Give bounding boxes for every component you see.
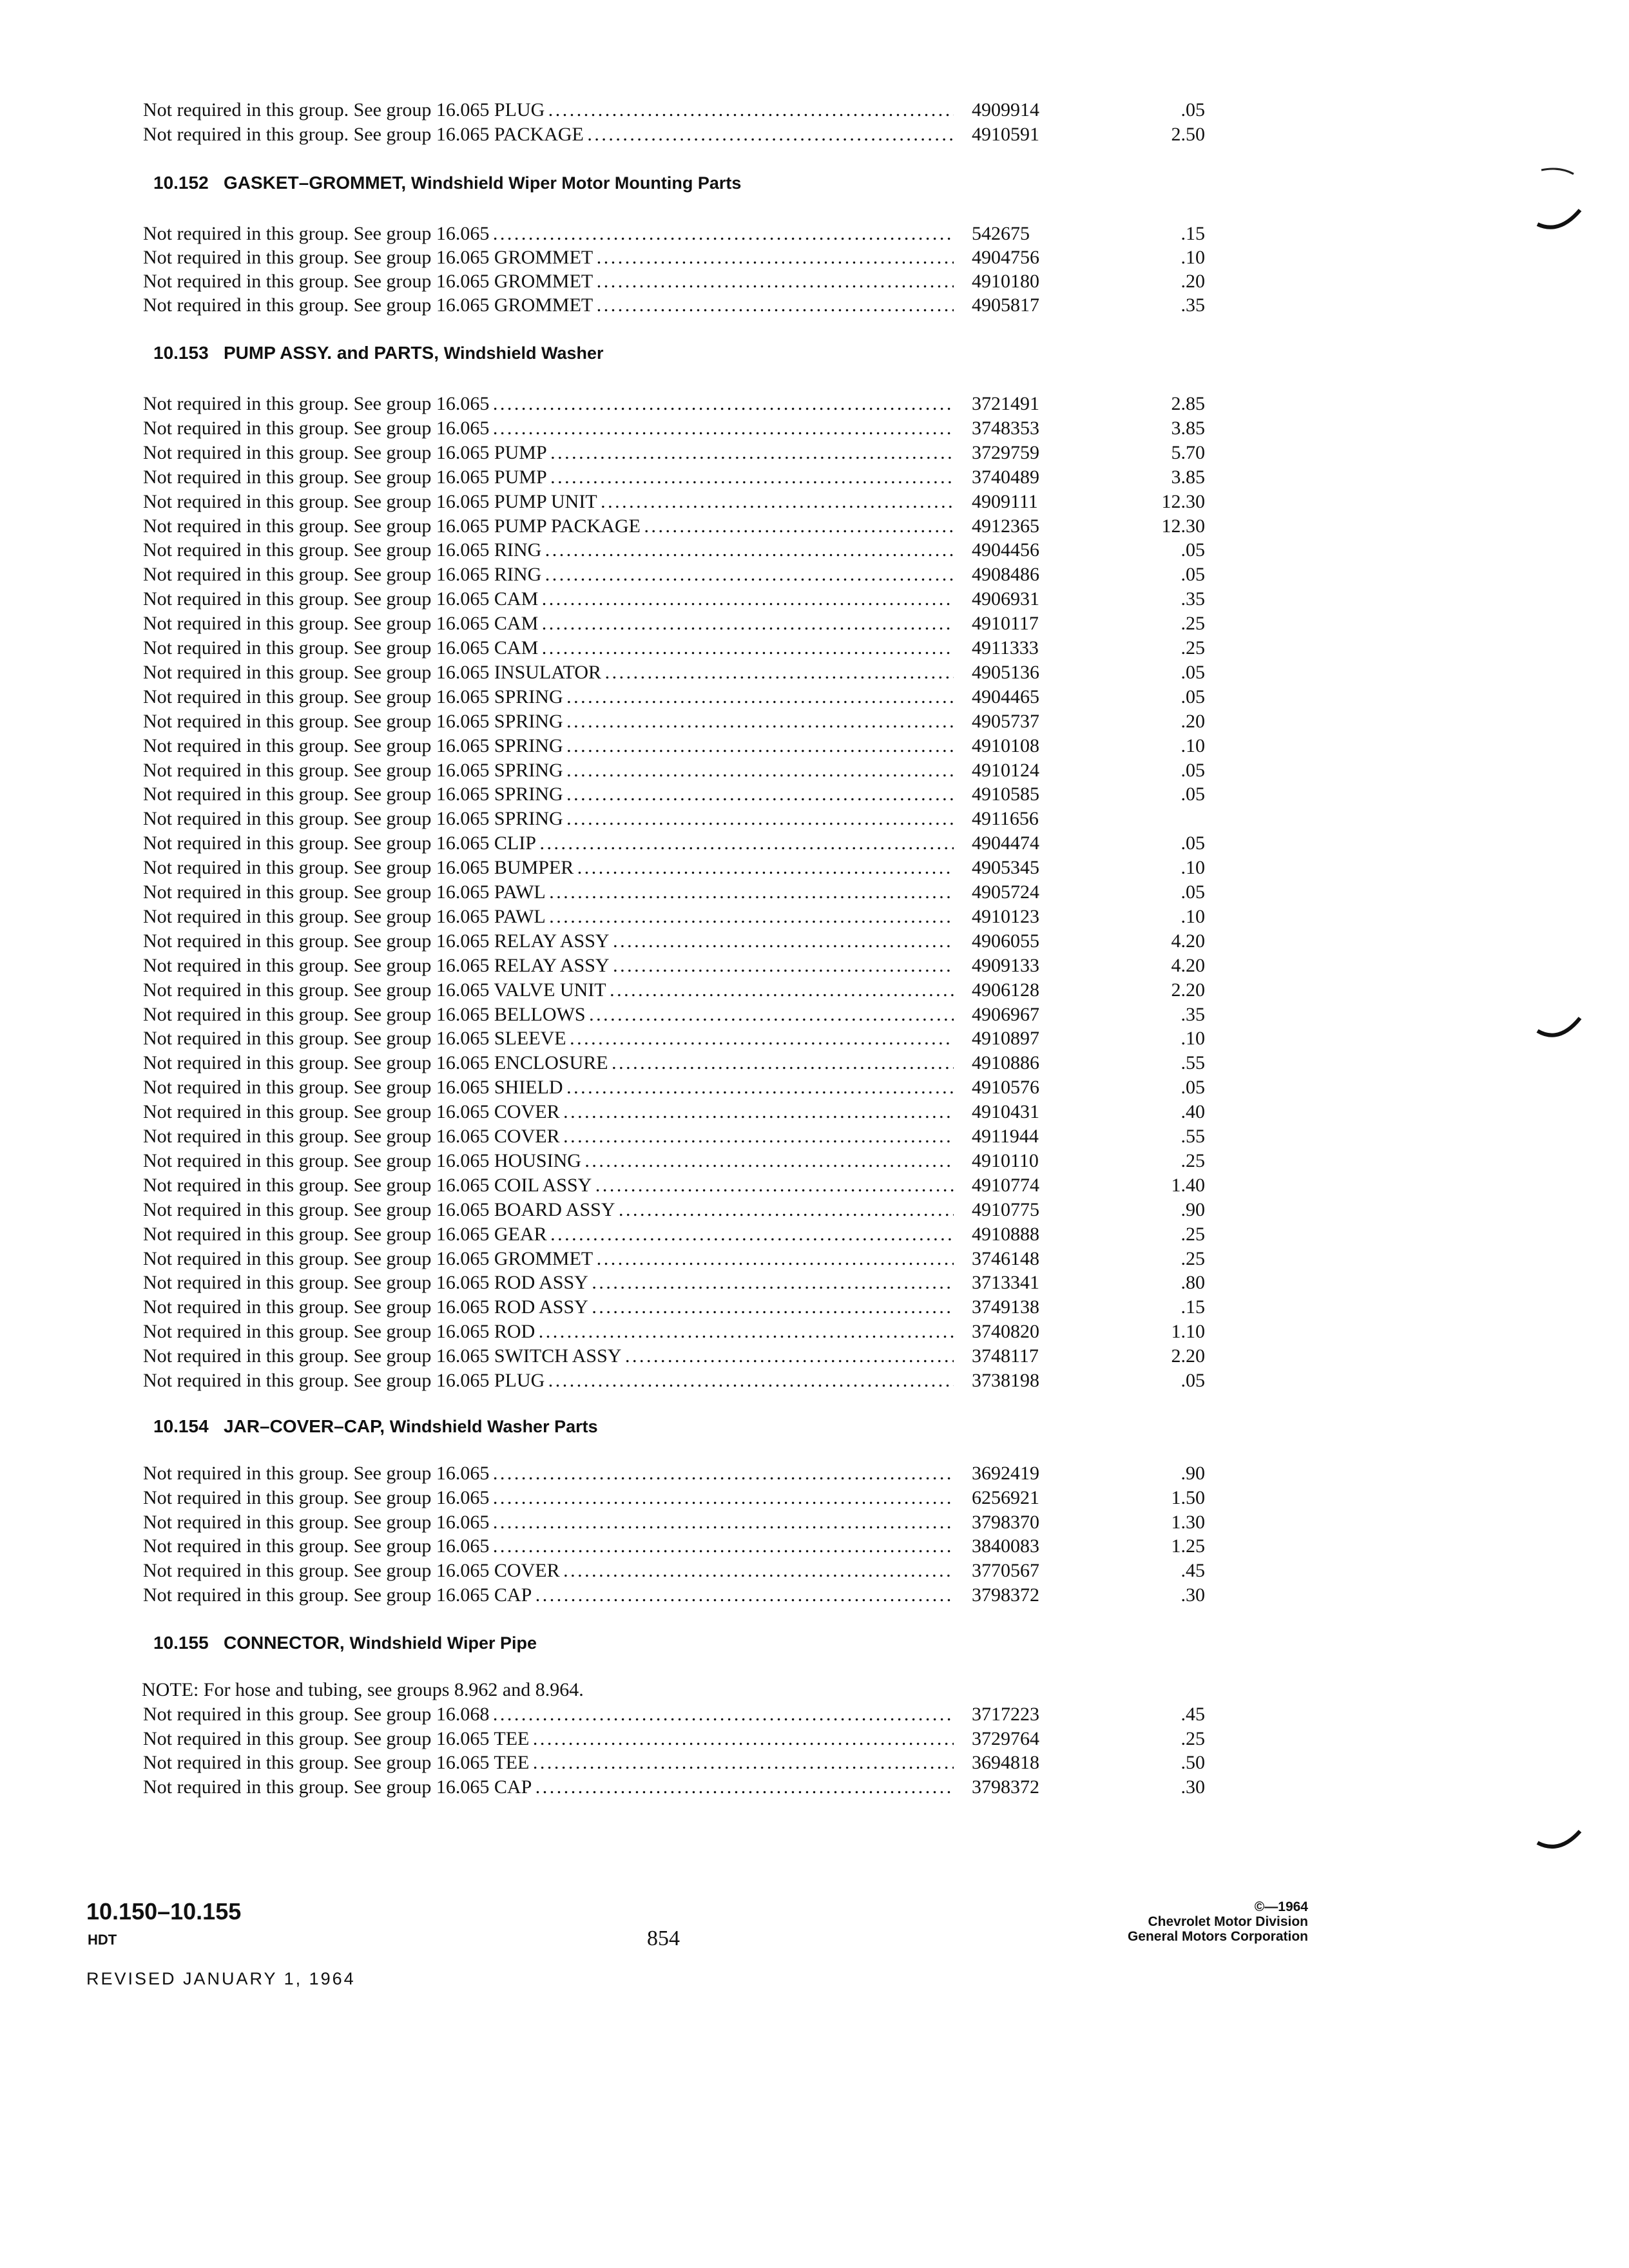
- table-row: [0, 856, 1629, 880]
- row-price: .10: [1181, 1028, 1205, 1050]
- row-description: Not required in this group. See group 16.065 PLUG . . .: [143, 98, 954, 122]
- row-price: .25: [1181, 1223, 1205, 1245]
- row-part-number: 3721491: [972, 393, 1039, 414]
- row-price: .35: [1181, 1003, 1205, 1025]
- table-row: [0, 1295, 1629, 1320]
- row-price: 2.85: [1171, 393, 1205, 414]
- table-row: [0, 709, 1629, 734]
- group-subtitle: Windshield Wiper Motor Mounting Parts: [410, 173, 742, 193]
- table-row: [0, 978, 1629, 1003]
- table-row: [0, 1198, 1629, 1222]
- row-description: Not required in this group. See group 16.065 GEAR . . .: [143, 1222, 954, 1247]
- row-price: 5.70: [1171, 441, 1205, 463]
- row-price: .45: [1181, 1560, 1205, 1582]
- group-heading-10-154: [153, 1416, 598, 1437]
- row-price: .05: [1181, 661, 1205, 683]
- row-description: Not required in this group. See group 16.065 CAP . . .: [143, 1775, 954, 1800]
- table-row: [0, 1026, 1629, 1051]
- row-price: .90: [1181, 1198, 1205, 1220]
- row-description: Not required in this group. See group 16.065 SPRING . . .: [143, 782, 954, 807]
- table-row: [0, 1149, 1629, 1173]
- table-row: [0, 1775, 1629, 1800]
- row-description: Not required in this group. See group 16.065 . . .: [143, 1461, 954, 1486]
- row-price: .05: [1181, 539, 1205, 561]
- table-row: [0, 1320, 1629, 1344]
- group-code: 10.152: [153, 173, 209, 193]
- row-description: Not required in this group. See group 16.065 TEE . . .: [143, 1751, 954, 1775]
- row-price: .35: [1181, 294, 1205, 316]
- row-part-number: 3713341: [972, 1272, 1039, 1294]
- row-price: .90: [1181, 1463, 1205, 1484]
- table-row: [0, 1369, 1629, 1393]
- row-description: Not required in this group. See group 16.065 . . .: [143, 392, 954, 416]
- table-row: [0, 1702, 1629, 1727]
- row-description: Not required in this group. See group 16.065 SPRING . . .: [143, 734, 954, 758]
- table-row: [0, 1486, 1629, 1510]
- group-subtitle: Windshield Washer: [443, 343, 604, 363]
- row-description: Not required in this group. See group 16.065 BOARD ASSY . . .: [143, 1198, 954, 1222]
- row-price: 3.85: [1171, 466, 1205, 488]
- row-price: .05: [1181, 564, 1205, 586]
- row-part-number: 4910591: [972, 124, 1039, 145]
- table-row: [0, 636, 1629, 660]
- row-price: .20: [1181, 271, 1205, 292]
- table-row: [0, 416, 1629, 441]
- row-description: Not required in this group. See group 16.065 PAWL . . .: [143, 905, 954, 929]
- row-part-number: 4910123: [972, 905, 1039, 927]
- table-row: [0, 1003, 1629, 1027]
- row-price: .25: [1181, 1149, 1205, 1171]
- table-row: [0, 954, 1629, 978]
- row-description: Not required in this group. See group 16.065 PUMP . . .: [143, 441, 954, 465]
- row-price: .10: [1181, 735, 1205, 756]
- row-part-number: 4905724: [972, 881, 1039, 903]
- row-description: Not required in this group. See group 16.065 COIL ASSY . . .: [143, 1173, 954, 1198]
- table-row: [0, 465, 1629, 490]
- copyright-corporation: General Motors Corporation: [1127, 1929, 1308, 1944]
- row-price: 1.10: [1171, 1321, 1205, 1343]
- row-price: .25: [1181, 1247, 1205, 1269]
- group-code: 10.153: [153, 343, 209, 363]
- row-part-number: 3717223: [972, 1704, 1039, 1725]
- row-part-number: 4910886: [972, 1052, 1039, 1074]
- table-row: [0, 122, 1629, 147]
- table-row: [0, 1173, 1629, 1198]
- table-row: [0, 562, 1629, 587]
- row-part-number: 4906055: [972, 930, 1039, 952]
- row-part-number: 4906931: [972, 588, 1039, 610]
- row-description: Not required in this group. See group 16.065 BELLOWS . . .: [143, 1003, 954, 1027]
- row-part-number: 4904456: [972, 539, 1039, 561]
- row-description: Not required in this group. See group 16.065 VALVE UNIT . . .: [143, 978, 954, 1003]
- row-part-number: 4909914: [972, 99, 1039, 120]
- row-part-number: 4905817: [972, 294, 1039, 316]
- row-part-number: 4904474: [972, 832, 1039, 854]
- table-row: [0, 685, 1629, 709]
- group-heading-10-155: [153, 1633, 537, 1653]
- table-row: [0, 758, 1629, 783]
- row-price: .10: [1181, 247, 1205, 268]
- row-part-number: 3740820: [972, 1321, 1039, 1343]
- table-row: [0, 392, 1629, 416]
- row-description: Not required in this group. See group 16.065 SPRING . . .: [143, 807, 954, 831]
- row-description: Not required in this group. See group 16.065 SLEEVE . . .: [143, 1026, 954, 1051]
- table-row: [0, 611, 1629, 636]
- row-price: 2.20: [1171, 979, 1205, 1001]
- row-description: Not required in this group. See group 16.065 COVER . . .: [143, 1124, 954, 1149]
- row-part-number: 3740489: [972, 466, 1039, 488]
- table-row: [0, 98, 1629, 122]
- row-description: Not required in this group. See group 16.065 SPRING . . .: [143, 685, 954, 709]
- group-title: JAR–COVER–CAP,: [223, 1416, 385, 1436]
- binding-hole-mark: [1534, 165, 1585, 236]
- table-row: [0, 1510, 1629, 1535]
- table-row: [0, 1100, 1629, 1124]
- row-description: Not required in this group. See group 16.065 HOUSING . . .: [143, 1149, 954, 1173]
- group-title: CONNECTOR,: [223, 1633, 345, 1653]
- table-row: [0, 1124, 1629, 1149]
- row-part-number: 4909133: [972, 954, 1039, 976]
- row-description: Not required in this group. See group 16.065 . . .: [143, 1486, 954, 1510]
- row-description: Not required in this group. See group 16.065 CLIP . . .: [143, 831, 954, 856]
- group-subtitle: Windshield Washer Parts: [389, 1417, 598, 1436]
- group-note: NOTE: For hose and tubing, see groups 8.962 and 8.964.: [142, 1679, 584, 1700]
- row-part-number: 3746148: [972, 1247, 1039, 1269]
- row-price: .05: [1181, 881, 1205, 903]
- row-part-number: 4911944: [972, 1126, 1039, 1147]
- table-row: [0, 1559, 1629, 1583]
- row-price: .05: [1181, 686, 1205, 707]
- row-description: Not required in this group. See group 16.065 ENCLOSURE . . .: [143, 1051, 954, 1075]
- row-part-number: 4909111: [972, 490, 1038, 512]
- row-description: Not required in this group. See group 16.065 PUMP UNIT . . .: [143, 490, 954, 514]
- row-part-number: 3692419: [972, 1463, 1039, 1484]
- group-title: PUMP ASSY. and PARTS,: [223, 343, 439, 363]
- binding-hole-mark: [1534, 1005, 1585, 1050]
- row-price: .05: [1181, 1077, 1205, 1099]
- row-description: Not required in this group. See group 16.065 CAP . . .: [143, 1583, 954, 1608]
- row-price: 1.25: [1171, 1535, 1205, 1557]
- row-price: .05: [1181, 1370, 1205, 1391]
- row-price: 4.20: [1171, 954, 1205, 976]
- row-description: Not required in this group. See group 16.065 SHIELD . . .: [143, 1075, 954, 1100]
- group-heading-10-153: [153, 343, 604, 363]
- row-price: .05: [1181, 783, 1205, 805]
- row-part-number: 4911656: [972, 808, 1039, 830]
- copyright-year: ©—1964: [1254, 1899, 1308, 1914]
- row-part-number: 4910576: [972, 1077, 1039, 1099]
- row-description: Not required in this group. See group 16.065 COVER . . .: [143, 1559, 954, 1583]
- table-row: [0, 1461, 1629, 1486]
- row-part-number: 4910431: [972, 1101, 1039, 1123]
- table-row: [0, 269, 1629, 294]
- row-description: Not required in this group. See group 16.065 CAM . . .: [143, 611, 954, 636]
- row-description: Not required in this group. See group 16.065 PUMP . . .: [143, 465, 954, 490]
- row-price: .30: [1181, 1776, 1205, 1798]
- group-subtitle: Windshield Wiper Pipe: [349, 1633, 537, 1653]
- row-price: .25: [1181, 637, 1205, 658]
- row-part-number: 4910888: [972, 1223, 1039, 1245]
- row-description: Not required in this group. See group 16.065 PUMP PACKAGE . . .: [143, 514, 954, 539]
- row-part-number: 3798372: [972, 1776, 1039, 1798]
- row-description: Not required in this group. See group 16.065 PLUG . . .: [143, 1369, 954, 1393]
- row-price: .10: [1181, 857, 1205, 879]
- series-code: HDT: [88, 1932, 117, 1948]
- row-part-number: 4910108: [972, 735, 1039, 756]
- binding-hole-mark: [1534, 1817, 1585, 1862]
- row-part-number: 3798370: [972, 1511, 1039, 1533]
- row-part-number: 4904756: [972, 247, 1039, 268]
- row-part-number: 3729764: [972, 1727, 1039, 1749]
- row-price: .15: [1181, 1296, 1205, 1318]
- table-row: [0, 514, 1629, 539]
- table-row: [0, 293, 1629, 318]
- revision-date: REVISED JANUARY 1, 1964: [86, 1969, 356, 1988]
- row-description: Not required in this group. See group 16.065 TEE . . .: [143, 1727, 954, 1751]
- row-part-number: 4910774: [972, 1174, 1039, 1196]
- table-row: [0, 1727, 1629, 1751]
- row-part-number: 4912365: [972, 515, 1039, 537]
- group-title: GASKET–GROMMET,: [223, 173, 407, 193]
- table-row: [0, 929, 1629, 954]
- row-description: Not required in this group. See group 16.065 RING . . .: [143, 562, 954, 587]
- row-description: Not required in this group. See group 16.065 . . .: [143, 1534, 954, 1559]
- table-row: [0, 587, 1629, 611]
- row-part-number: 4910180: [972, 271, 1039, 292]
- group-heading-10-152: [153, 173, 741, 193]
- row-part-number: 3840083: [972, 1535, 1039, 1557]
- row-description: Not required in this group. See group 16.065 ROD ASSY . . .: [143, 1295, 954, 1320]
- table-row: [0, 1583, 1629, 1608]
- row-part-number: 4910110: [972, 1149, 1039, 1171]
- row-description: Not required in this group. See group 16.065 ROD . . .: [143, 1320, 954, 1344]
- row-part-number: 4906967: [972, 1003, 1039, 1025]
- row-description: Not required in this group. See group 16.065 RELAY ASSY . . .: [143, 954, 954, 978]
- table-row: [0, 245, 1629, 270]
- row-part-number: 4911333: [972, 637, 1039, 658]
- row-description: Not required in this group. See group 16.065 SWITCH ASSY . . .: [143, 1344, 954, 1369]
- table-row: [0, 831, 1629, 856]
- row-price: .05: [1181, 832, 1205, 854]
- group-code: 10.155: [153, 1633, 209, 1653]
- row-price: 2.20: [1171, 1345, 1205, 1367]
- row-description: Not required in this group. See group 16.065 RELAY ASSY . . .: [143, 929, 954, 954]
- row-price: 2.50: [1171, 124, 1205, 145]
- row-price: .35: [1181, 588, 1205, 610]
- row-price: 12.30: [1161, 490, 1205, 512]
- row-price: .05: [1181, 99, 1205, 120]
- row-description: Not required in this group. See group 16.068 . . .: [143, 1702, 954, 1727]
- row-price: .55: [1181, 1126, 1205, 1147]
- table-row: [0, 1751, 1629, 1775]
- row-description: Not required in this group. See group 16.065 BUMPER . . .: [143, 856, 954, 880]
- table-row: [0, 1271, 1629, 1295]
- row-part-number: 4910897: [972, 1028, 1039, 1050]
- row-part-number: 3770567: [972, 1560, 1039, 1582]
- table-row: [0, 782, 1629, 807]
- row-part-number: 3738198: [972, 1370, 1039, 1391]
- row-price: .25: [1181, 613, 1205, 635]
- row-description: Not required in this group. See group 16.065 . . .: [143, 222, 954, 246]
- row-description: Not required in this group. See group 16.065 PACKAGE . . .: [143, 122, 954, 147]
- group-code: 10.154: [153, 1416, 209, 1436]
- table-row: [0, 1534, 1629, 1559]
- table-row: [0, 1075, 1629, 1100]
- row-part-number: 3694818: [972, 1752, 1039, 1773]
- table-row: [0, 1344, 1629, 1369]
- table-row: [0, 1051, 1629, 1075]
- row-description: Not required in this group. See group 16.065 GROMMET . . .: [143, 269, 954, 294]
- row-part-number: 6256921: [972, 1486, 1039, 1508]
- row-part-number: 4906128: [972, 979, 1039, 1001]
- copyright-division: Chevrolet Motor Division: [1148, 1914, 1308, 1929]
- row-description: Not required in this group. See group 16.065 SPRING . . .: [143, 758, 954, 783]
- row-price: .55: [1181, 1052, 1205, 1074]
- row-price: .50: [1181, 1752, 1205, 1773]
- row-price: .20: [1181, 710, 1205, 732]
- table-row: [0, 1247, 1629, 1271]
- row-description: Not required in this group. See group 16.065 RING . . .: [143, 538, 954, 562]
- row-part-number: 4910775: [972, 1198, 1039, 1220]
- table-row: [0, 222, 1629, 246]
- row-part-number: 4905737: [972, 710, 1039, 732]
- row-description: Not required in this group. See group 16.065 . . .: [143, 1510, 954, 1535]
- row-part-number: 4910117: [972, 613, 1039, 635]
- row-part-number: 3798372: [972, 1584, 1039, 1606]
- row-part-number: 4910585: [972, 783, 1039, 805]
- table-row: [0, 1222, 1629, 1247]
- row-part-number: 3748117: [972, 1345, 1039, 1367]
- row-description: Not required in this group. See group 16.065 CAM . . .: [143, 587, 954, 611]
- row-price: .15: [1181, 223, 1205, 244]
- row-description: Not required in this group. See group 16.065 SPRING . . .: [143, 709, 954, 734]
- row-description: Not required in this group. See group 16.065 . . .: [143, 416, 954, 441]
- row-part-number: 4908486: [972, 564, 1039, 586]
- table-row: [0, 490, 1629, 514]
- row-description: Not required in this group. See group 16.065 GROMMET . . .: [143, 293, 954, 318]
- row-part-number: 4905345: [972, 857, 1039, 879]
- table-row: [0, 660, 1629, 685]
- row-price: .25: [1181, 1727, 1205, 1749]
- row-price: .30: [1181, 1584, 1205, 1606]
- row-description: Not required in this group. See group 16.065 ROD ASSY . . .: [143, 1271, 954, 1295]
- row-description: Not required in this group. See group 16.065 CAM . . .: [143, 636, 954, 660]
- page-number: 854: [647, 1927, 680, 1950]
- row-price: 12.30: [1161, 515, 1205, 537]
- row-price: .45: [1181, 1704, 1205, 1725]
- row-part-number: 3748353: [972, 417, 1039, 439]
- row-description: Not required in this group. See group 16.065 GROMMET . . .: [143, 1247, 954, 1271]
- table-row: [0, 880, 1629, 905]
- table-row: [0, 441, 1629, 465]
- table-row: [0, 905, 1629, 929]
- row-price: 3.85: [1171, 417, 1205, 439]
- row-part-number: 4905136: [972, 661, 1039, 683]
- row-price: .10: [1181, 905, 1205, 927]
- row-description: Not required in this group. See group 16.065 INSULATOR . . .: [143, 660, 954, 685]
- row-price: 1.30: [1171, 1511, 1205, 1533]
- copyright-notice: [1070, 1899, 1308, 1944]
- row-price: 1.40: [1171, 1174, 1205, 1196]
- row-description: Not required in this group. See group 16.065 COVER . . .: [143, 1100, 954, 1124]
- table-row: [0, 734, 1629, 758]
- row-price: .40: [1181, 1101, 1205, 1123]
- row-price: .80: [1181, 1272, 1205, 1294]
- row-part-number: 4904465: [972, 686, 1039, 707]
- row-price: 4.20: [1171, 930, 1205, 952]
- table-row: [0, 538, 1629, 562]
- row-price: .05: [1181, 759, 1205, 781]
- row-price: 1.50: [1171, 1486, 1205, 1508]
- section-range: 10.150–10.155: [86, 1898, 242, 1925]
- row-description: Not required in this group. See group 16.065 GROMMET . . .: [143, 245, 954, 270]
- row-description: Not required in this group. See group 16.065 PAWL . . .: [143, 880, 954, 905]
- row-part-number: 4910124: [972, 759, 1039, 781]
- table-row: [0, 807, 1629, 831]
- row-part-number: 3749138: [972, 1296, 1039, 1318]
- row-part-number: 542675: [972, 223, 1030, 244]
- row-part-number: 3729759: [972, 441, 1039, 463]
